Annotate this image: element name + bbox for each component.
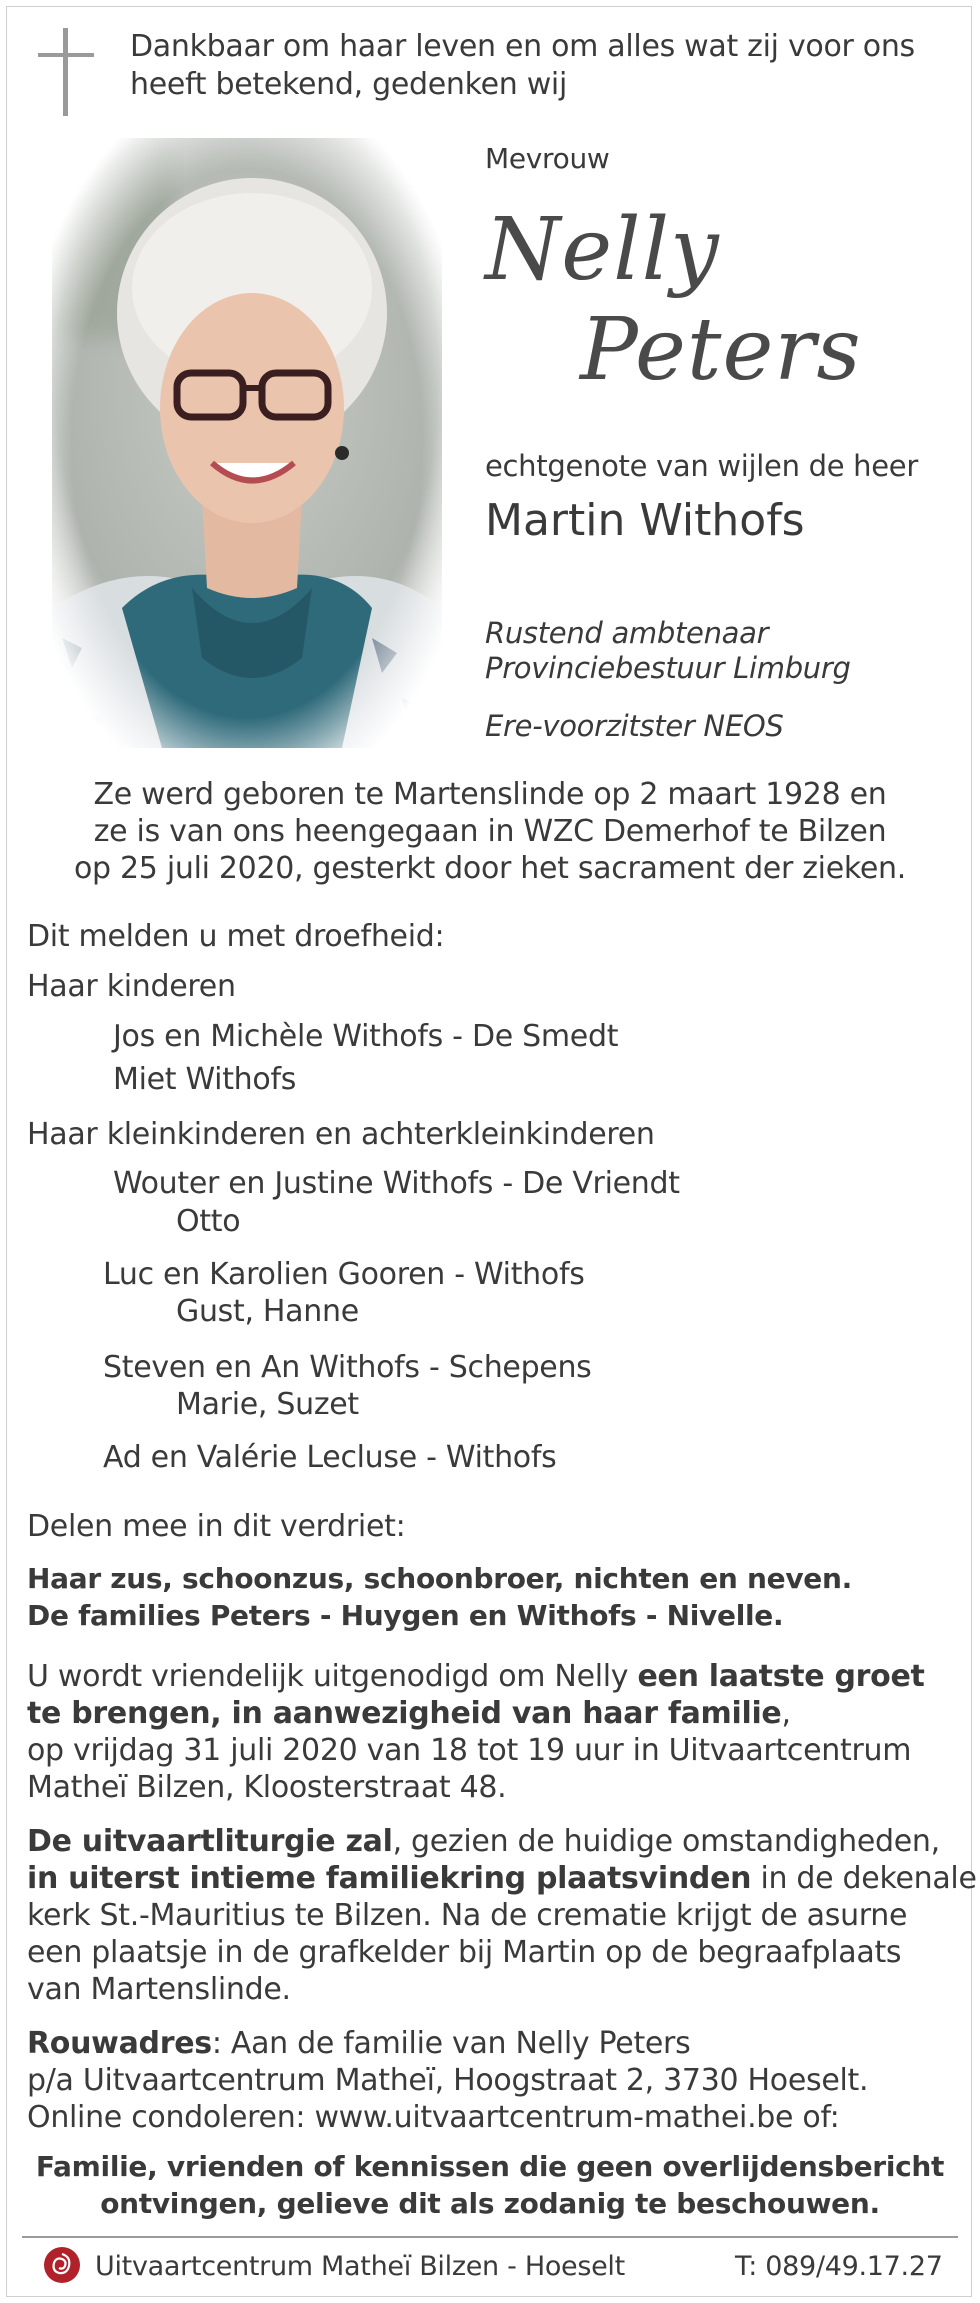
greeting-emphasis-1: een laatste groet	[637, 1659, 925, 1694]
intro-line-1: Dankbaar om haar leven en om alles wat zij voor ons	[130, 29, 915, 64]
notice-line-1: Familie, vrienden of kennissen die geen overlijdensbericht	[35, 2150, 945, 2183]
footer-phone: T: 089/49.17.27	[735, 2251, 943, 2282]
spouse-name: Martin Withofs	[485, 495, 805, 546]
portrait-photo	[52, 138, 442, 748]
address-line-3: Online condoleren: www.uitvaartcentrum-mathei.be of:	[27, 2100, 840, 2135]
grandchildren-heading: Haar kleinkinderen en achterkleinkinderen	[27, 1117, 655, 1152]
share-line-2: De families Peters - Huygen en Withofs - Nivelle.	[27, 1599, 784, 1632]
footer-company: Uitvaartcentrum Matheï Bilzen - Hoeselt	[95, 2251, 625, 2282]
footer-divider	[22, 2236, 958, 2238]
liturgy-line-5: van Martenslinde.	[27, 1972, 291, 2007]
greeting-emphasis-2: te brengen, in aanwezigheid van haar familie	[27, 1696, 782, 1731]
liturgy-line-2	[27, 1860, 977, 1897]
greeting-line-3: op vrijdag 31 juli 2020 van 18 tot 19 uur in Uitvaartcentrum	[27, 1733, 912, 1768]
child-2: Miet Withofs	[113, 1062, 297, 1097]
greeting-comma: ,	[781, 1696, 791, 1731]
grandchild-kids-1: Otto	[176, 1204, 241, 1239]
grandchild-family-2: Luc en Karolien Gooren - Withofs	[103, 1257, 585, 1292]
rose-logo-icon	[42, 2245, 82, 2285]
greeting-line-4: Matheï Bilzen, Kloosterstraat 48.	[27, 1770, 507, 1805]
greeting-line-2	[27, 1695, 791, 1732]
last-name: Peters	[580, 300, 862, 400]
grandchild-family-4: Ad en Valérie Lecluse - Withofs	[103, 1440, 557, 1475]
birth-line-2: ze is van ons heengegaan in WZC Demerhof te Bilzen	[93, 814, 887, 849]
share-line-1: Haar zus, schoonzus, schoonbroer, nichten en neven.	[27, 1562, 852, 1595]
liturgy-line-1	[27, 1823, 940, 1860]
intro-line-2: heeft betekend, gedenken wij	[130, 67, 568, 102]
grandchild-kids-2: Gust, Hanne	[176, 1294, 359, 1329]
address-label: Rouwadres	[27, 2026, 212, 2061]
liturgy-emphasis-2: in uiterst intieme familiekring plaatsvinden	[27, 1861, 752, 1896]
role-1-line-1: Rustend ambtenaar	[485, 616, 769, 650]
first-name: Nelly	[485, 200, 720, 300]
cross-icon	[38, 28, 94, 116]
liturgy-text-2: in de dekenale	[751, 1861, 977, 1896]
grandchild-family-1: Wouter en Justine Withofs - De Vriendt	[113, 1166, 680, 1201]
children-heading: Haar kinderen	[27, 969, 236, 1004]
role-2: Ere-voorzitster NEOS	[485, 709, 784, 743]
greeting-line-1	[27, 1658, 925, 1695]
mourners-heading: Dit melden u met droefheid:	[27, 919, 445, 954]
liturgy-line-4: een plaatsje in de grafkelder bij Martin op de begraafplaats	[27, 1935, 902, 1970]
birth-line-3: op 25 juli 2020, gesterkt door het sacrament der zieken.	[73, 851, 906, 886]
grandchild-kids-3: Marie, Suzet	[176, 1387, 359, 1422]
address-line-2: p/a Uitvaartcentrum Matheï, Hoogstraat 2, 3730 Hoeselt.	[27, 2063, 869, 2098]
salutation: Mevrouw	[485, 142, 610, 175]
birth-line-1: Ze werd geboren te Martenslinde op 2 maart 1928 en	[93, 777, 887, 812]
role-1-line-2: Provinciebestuur Limburg	[485, 651, 851, 685]
liturgy-line-3: kerk St.-Mauritius te Bilzen. Na de crematie krijgt de asurne	[27, 1898, 908, 1933]
child-1: Jos en Michèle Withofs - De Smedt	[113, 1019, 619, 1054]
liturgy-text-1: , gezien de huidige omstandigheden,	[392, 1824, 940, 1859]
share-heading: Delen mee in dit verdriet:	[27, 1509, 406, 1544]
grandchild-family-3: Steven en An Withofs - Schepens	[103, 1350, 592, 1385]
notice-line-2: ontvingen, gelieve dit als zodanig te beschouwen.	[100, 2187, 880, 2220]
greeting-text-1: U wordt vriendelijk uitgenodigd om Nelly	[27, 1659, 638, 1694]
spouse-intro: echtgenote van wijlen de heer	[485, 449, 918, 483]
liturgy-emphasis-1: De uitvaartliturgie zal	[27, 1824, 393, 1859]
address-recipient: : Aan de familie van Nelly Peters	[211, 2026, 691, 2061]
address-line-1	[27, 2025, 690, 2062]
